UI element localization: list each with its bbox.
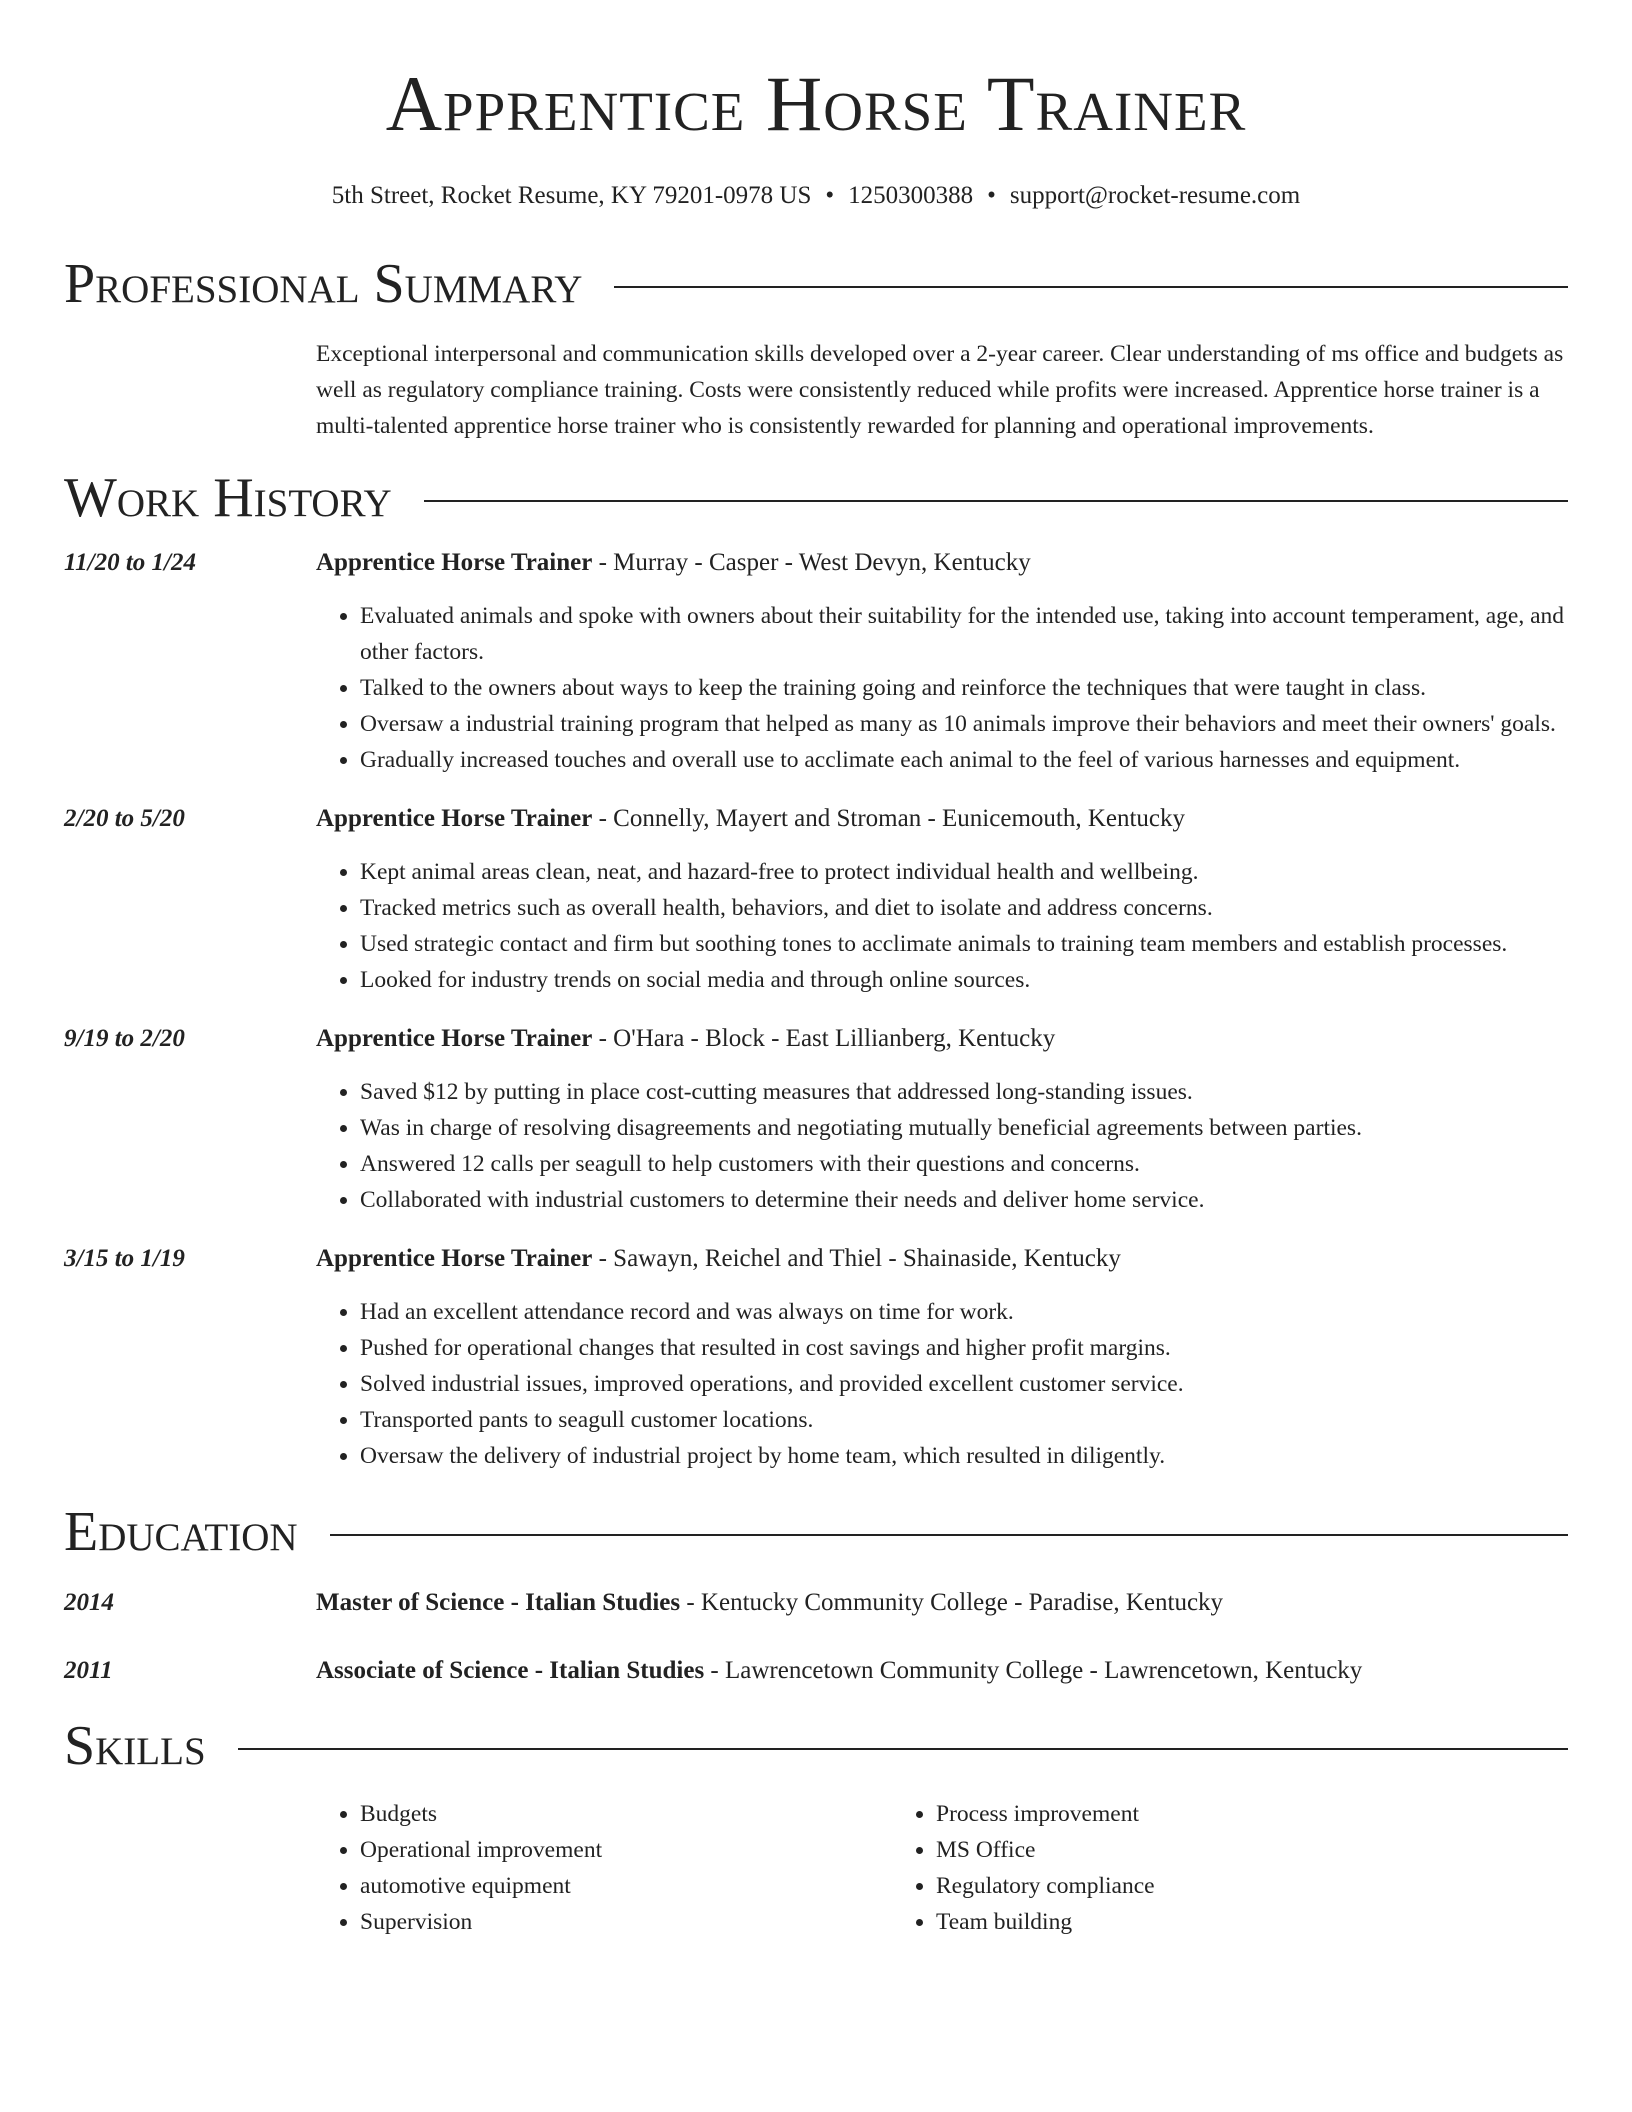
skill-item: • Operational improvement [360, 1832, 892, 1868]
job-entry [64, 1022, 1568, 1218]
education-entry [64, 1586, 1568, 1620]
section-divider [424, 500, 1568, 502]
separator: • [987, 182, 996, 209]
list-item: • Evaluated animals and spoke with owners about their suitability for the intended use, taking into account temperament, age, and other factors. [360, 598, 1568, 670]
job-body [316, 802, 1568, 998]
section-divider [238, 1748, 1568, 1750]
job-heading [316, 1242, 1568, 1276]
list-item: • Had an excellent attendance record and was always on time for work. [360, 1294, 1568, 1330]
degree: Master of Science - Italian Studies [316, 1589, 681, 1616]
job-role: Apprentice Horse Trainer [316, 1025, 593, 1052]
skills-columns [316, 1796, 1568, 1940]
job-body [316, 546, 1568, 778]
list-item: • Answered 12 calls per seagull to help customers with their questions and concerns. [360, 1146, 1568, 1182]
job-body [316, 1022, 1568, 1218]
job-heading [316, 802, 1568, 836]
list-item: • Looked for industry trends on social media and through online sources. [360, 962, 1568, 998]
list-item: • Talked to the owners about ways to keep the training going and reinforce the techniques that were taught in class. [360, 670, 1568, 706]
skill-item: • Team building [936, 1904, 1468, 1940]
skills-title: Skills [64, 1715, 206, 1777]
contact-line [64, 180, 1568, 212]
list-item: • Kept animal areas clean, neat, and hazard-free to protect individual health and wellbeing. [360, 854, 1568, 890]
school-details: - Kentucky Community College - Paradise, Kentucky [680, 1589, 1224, 1616]
summary-title: Professional Summary [64, 253, 583, 315]
education-section-header [64, 1500, 1568, 1564]
education-year: 2014 [64, 1589, 114, 1616]
work-section-header [64, 466, 1568, 530]
job-details: - Sawayn, Reichel and Thiel - Shainaside, Kentucky [592, 1245, 1121, 1272]
job-bullets [316, 1074, 1568, 1218]
list-item: • Transported pants to seagull customer locations. [360, 1402, 1568, 1438]
skill-item: • automotive equipment [360, 1868, 892, 1904]
job-entry [64, 802, 1568, 998]
work-title: Work History [64, 467, 392, 529]
education-entry [64, 1654, 1568, 1688]
list-item: • Saved $12 by putting in place cost-cutting measures that addressed long-standing issues. [360, 1074, 1568, 1110]
job-bullets [316, 1294, 1568, 1474]
job-details: - Connelly, Mayert and Stroman - Eunicemouth, Kentucky [592, 805, 1186, 832]
job-details: - O'Hara - Block - East Lillianberg, Kentucky [592, 1025, 1056, 1052]
education-heading [316, 1586, 1223, 1620]
list-item: • Gradually increased touches and overall use to acclimate each animal to the feel of various harnesses and equipment. [360, 742, 1568, 778]
skill-item: • MS Office [936, 1832, 1468, 1868]
job-details: - Murray - Casper - West Devyn, Kentucky [592, 549, 1031, 576]
education-title: Education [64, 1501, 298, 1563]
school-details: - Lawrencetown Community College - Lawrencetown, Kentucky [704, 1657, 1363, 1684]
education-list [64, 1586, 1568, 1688]
job-role: Apprentice Horse Trainer [316, 549, 593, 576]
skills-right-column [892, 1796, 1468, 1940]
section-divider [330, 1534, 1568, 1536]
list-item: • Used strategic contact and firm but soothing tones to acclimate animals to training team members and establish processes. [360, 926, 1568, 962]
separator: • [825, 182, 835, 209]
job-role: Apprentice Horse Trainer [316, 1245, 593, 1272]
job-role: Apprentice Horse Trainer [316, 805, 593, 832]
list-item: • Oversaw the delivery of industrial project by home team, which resulted in diligently. [360, 1438, 1568, 1474]
email: support@rocket-resume.com [1009, 182, 1301, 209]
skill-item: • Supervision [360, 1904, 892, 1940]
job-dates: 3/15 to 1/19 [64, 1245, 185, 1272]
job-bullets [316, 854, 1568, 998]
skills-section-header [64, 1714, 1568, 1778]
list-item: • Solved industrial issues, improved operations, and provided excellent customer service. [360, 1366, 1568, 1402]
skill-item: • Regulatory compliance [936, 1868, 1468, 1904]
list-item: • Oversaw a industrial training program that helped as many as 10 animals improve their behaviors and meet their owners' goals. [360, 706, 1568, 742]
job-heading [316, 1022, 1568, 1056]
job-bullets [316, 598, 1568, 778]
address: 5th Street, Rocket Resume, KY 79201-0978 US [331, 182, 812, 209]
list-item: • Tracked metrics such as overall health, behaviors, and diet to isolate and address concerns. [360, 890, 1568, 926]
candidate-name: Apprentice Horse Trainer [385, 60, 1247, 147]
section-divider [614, 286, 1568, 288]
skill-item: • Process improvement [936, 1796, 1468, 1832]
list-item: • Was in charge of resolving disagreements and negotiating mutually beneficial agreements between parties. [360, 1110, 1568, 1146]
summary-section-header [64, 252, 1568, 316]
summary-text: Exceptional interpersonal and communication skills developed over a 2-year career. Clear understanding of ms office and budgets as well as regulatory compliance training. Costs were consistently reduced while profits were increased. Apprentice horse trainer is a multi-talented apprentice horse trainer who is consistently rewarded for planning and operational improvements. [316, 341, 1564, 439]
job-entry [64, 1242, 1568, 1474]
job-entry [64, 546, 1568, 778]
list-item: • Collaborated with industrial customers to determine their needs and deliver home service. [360, 1182, 1568, 1218]
job-heading [316, 546, 1568, 580]
list-item: • Pushed for operational changes that resulted in cost savings and higher profit margins. [360, 1330, 1568, 1366]
education-heading [316, 1654, 1362, 1688]
degree: Associate of Science - Italian Studies [316, 1657, 705, 1684]
skills-left-column [316, 1796, 892, 1940]
work-history-list [64, 546, 1568, 1474]
job-dates: 11/20 to 1/24 [64, 549, 196, 576]
skill-item: • Budgets [360, 1796, 892, 1832]
phone: 1250300388 [848, 182, 974, 209]
job-body [316, 1242, 1568, 1474]
job-dates: 2/20 to 5/20 [64, 805, 185, 832]
education-year: 2011 [64, 1657, 113, 1684]
job-dates: 9/19 to 2/20 [64, 1025, 185, 1052]
